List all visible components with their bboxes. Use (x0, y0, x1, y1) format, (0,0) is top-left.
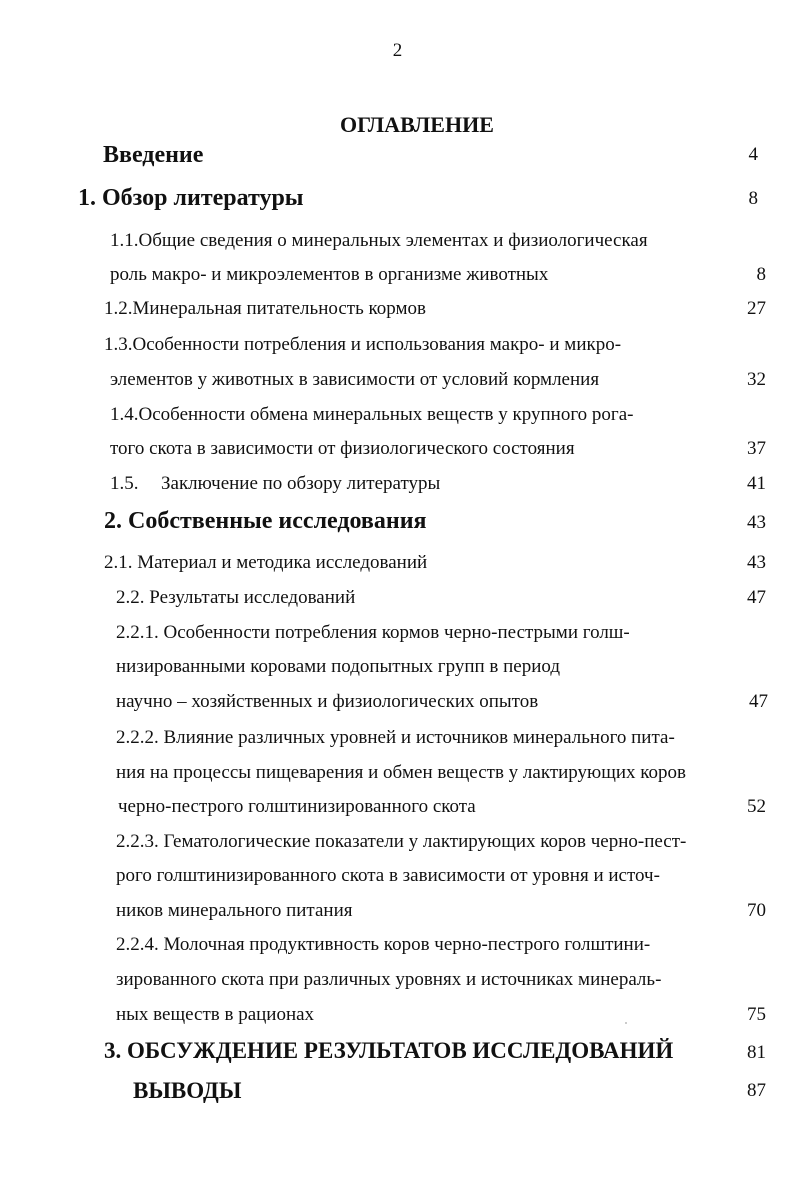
toc-entry-2-2-1-line-2[interactable]: низированными коровами подопытных групп в период (116, 656, 561, 677)
toc-entry-2-2-3-line-1[interactable]: 2.2.3. Гематологические показатели у лактирующих коров черно-пест- (116, 831, 687, 852)
scan-speck (625, 1022, 627, 1024)
toc-entry-2-2-2-line-1[interactable]: 2.2.2. Влияние различных уровней и источников минерального пита- (116, 727, 675, 748)
toc-page-chapter-3: 81 (747, 1042, 766, 1063)
toc-entry-1-3-line-2[interactable]: элементов у животных в зависимости от условий кормления (110, 369, 600, 390)
toc-entry-2-2-4-line-3[interactable]: ных веществ в рационах (116, 1004, 315, 1025)
toc-entry-1-1-line-2[interactable]: роль макро- и микроэлементов в организме животных (110, 264, 549, 285)
toc-entry-chapter-2[interactable]: 2. Собственные исследования (104, 508, 427, 534)
toc-entry-conclusions[interactable]: ВЫВОДЫ (133, 1078, 242, 1103)
toc-page-1-3: 32 (747, 369, 766, 390)
toc-page-conclusions: 87 (747, 1080, 766, 1101)
toc-entry-2-2-4-line-1[interactable]: 2.2.4. Молочная продуктивность коров черно-пестрого голштини- (116, 934, 651, 955)
toc-page-1-2: 27 (747, 298, 766, 319)
toc-page-1-4: 37 (747, 438, 766, 459)
toc-entry-1-4-line-2[interactable]: того скота в зависимости от физиологического состояния (110, 438, 575, 459)
page-number: 2 (392, 40, 403, 61)
toc-entry-2-2[interactable]: 2.2. Результаты исследований (116, 587, 356, 608)
toc-entry-chapter-1[interactable]: 1. Обзор литературы (78, 185, 304, 211)
toc-entry-2-2-2-line-2[interactable]: ния на процессы пищеварения и обмен веществ у лактирующих коров (116, 762, 687, 783)
toc-page-2-2: 47 (747, 587, 766, 608)
toc-entry-2-2-3-line-2[interactable]: рого голштинизированного скота в зависимости от уровня и источ- (116, 865, 660, 886)
toc-entry-1-3-line-1[interactable]: 1.3.Особенности потребления и использования макро- и микро- (104, 334, 622, 355)
toc-entry-2-2-3-line-3[interactable]: ников минерального питания (116, 900, 353, 921)
toc-entry-2-2-1-line-3[interactable]: научно – хозяйственных и физиологических опытов (116, 691, 539, 712)
toc-entry-1-2[interactable]: 1.2.Минеральная питательность кормов (104, 298, 426, 319)
toc-entry-2-2-4-line-2[interactable]: зированного скота при различных уровнях и источниках минераль- (116, 969, 662, 990)
toc-entry-2-2-1-line-1[interactable]: 2.2.1. Особенности потребления кормов черно-пестрыми голш- (116, 622, 630, 643)
toc-page-2-1: 43 (747, 552, 766, 573)
toc-page-1-5: 41 (747, 473, 766, 494)
toc-page-1-1: 8 (756, 264, 766, 285)
toc-entry-1-4-line-1[interactable]: 1.4.Особенности обмена минеральных веществ у крупного рога- (110, 404, 634, 425)
toc-page-2-2-1: 47 (749, 691, 768, 712)
toc-entry-2-2-2-line-3[interactable]: черно-пестрого голштинизированного скота (118, 796, 476, 817)
toc-entry-1-5[interactable]: Заключение по обзору литературы (161, 473, 441, 494)
toc-entry-chapter-3[interactable]: 3. ОБСУЖДЕНИЕ РЕЗУЛЬТАТОВ ИССЛЕДОВАНИЙ (104, 1038, 674, 1063)
toc-entry-1-5-number: 1.5. (110, 473, 139, 494)
toc-entry-2-1[interactable]: 2.1. Материал и методика исследований (104, 552, 428, 573)
toc-page-chapter-1: 8 (748, 188, 758, 209)
toc-page-2-2-3: 70 (747, 900, 766, 921)
toc-entry-introduction[interactable]: Введение (103, 142, 204, 168)
toc-page-introduction: 4 (748, 144, 758, 165)
toc-page-2-2-2: 52 (747, 796, 766, 817)
toc-page-chapter-2: 43 (747, 512, 766, 533)
toc-page-2-2-4: 75 (747, 1004, 766, 1025)
toc-title: ОГЛАВЛЕНИЕ (340, 112, 494, 137)
toc-entry-1-1-line-1[interactable]: 1.1.Общие сведения о минеральных элементах и физиологическая (110, 230, 648, 251)
